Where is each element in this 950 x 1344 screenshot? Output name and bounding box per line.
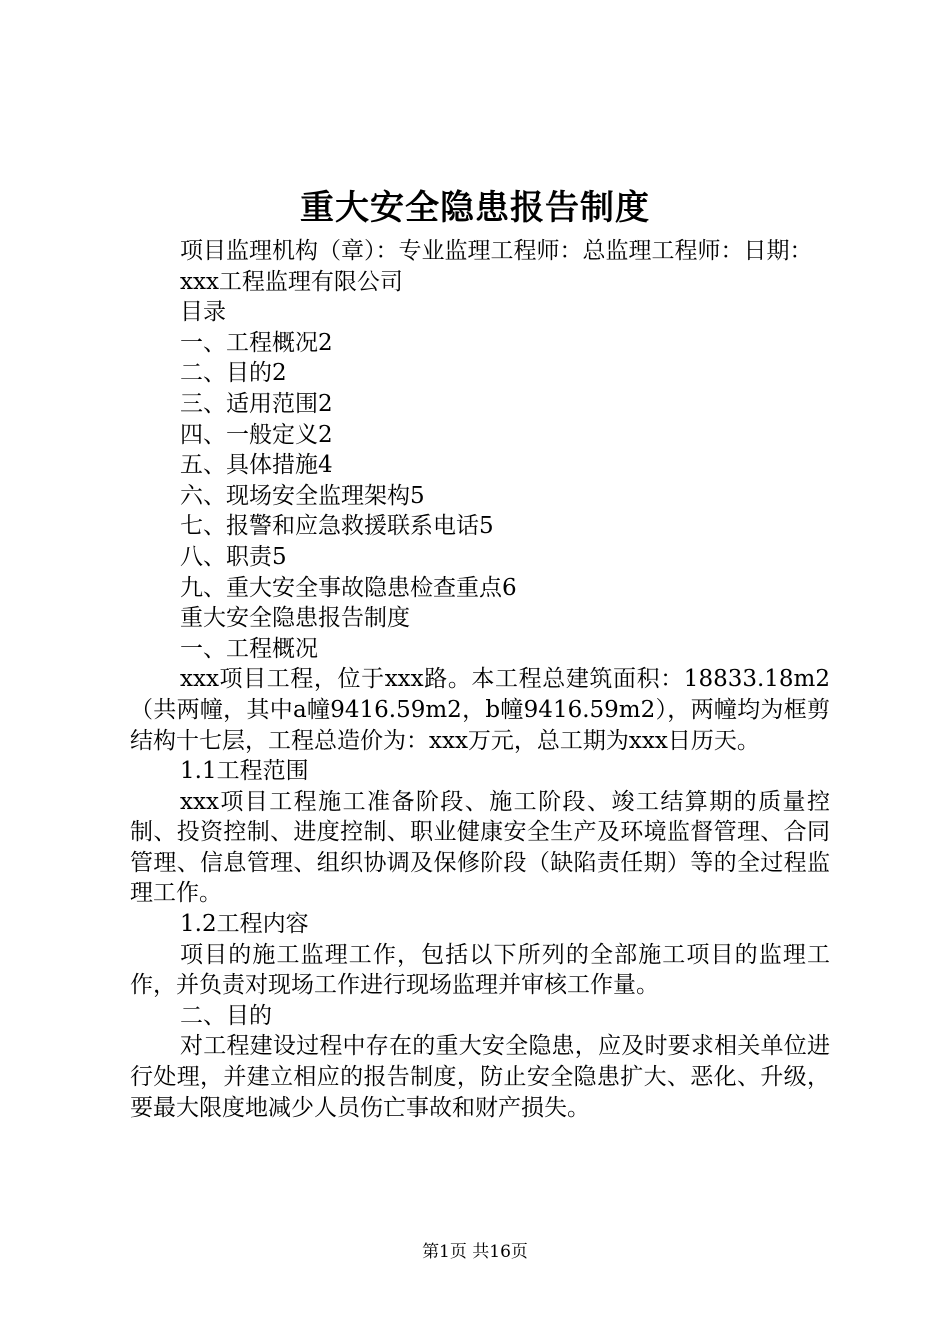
section-paragraph: xxx项目工程施工准备阶段、施工阶段、竣工结算期的质量控制、投资控制、进度控制、职业健康安全生产及环境监督管理、合同管理、信息管理、组织协调及保修阶段（缺陷责任期）等的全过程监理工作。 bbox=[130, 788, 830, 907]
toc-item: 七、报警和应急救援联系电话5 bbox=[180, 513, 494, 540]
subsection-title: 1.1工程范围 bbox=[180, 758, 309, 785]
toc-item: 六、现场安全监理架构5 bbox=[180, 482, 425, 509]
company-name: xxx工程监理有限公司 bbox=[180, 268, 403, 295]
doc-heading: 重大安全隐患报告制度 bbox=[180, 605, 410, 632]
section-paragraph: xxx项目工程，位于xxx路。本工程总建筑面积：18833.18m2（共两幢，其中a幢9416.59m2，b幢9416.59m2），两幢均为框剪结构十七层，工程总造价为：xxx万元，总工期为xxx日历天。 bbox=[130, 666, 830, 754]
toc-item: 九、重大安全事故隐患检查重点6 bbox=[180, 574, 517, 601]
header-line: 项目监理机构（章）：专业监理工程师：总监理工程师：日期： bbox=[180, 238, 813, 264]
section-title: 二、目的 bbox=[180, 1002, 272, 1029]
toc-title: 目录 bbox=[180, 299, 226, 326]
document-body bbox=[130, 236, 830, 1123]
toc-item: 五、具体措施4 bbox=[180, 452, 333, 479]
document-title: 重大安全隐患报告制度 bbox=[300, 188, 650, 228]
toc-item: 一、工程概况2 bbox=[180, 329, 333, 356]
subsection-title: 1.2工程内容 bbox=[180, 911, 309, 938]
section-title: 一、工程概况 bbox=[180, 635, 318, 662]
toc-item: 二、目的2 bbox=[180, 360, 287, 387]
toc-item: 八、职责5 bbox=[180, 543, 287, 570]
toc-item: 四、一般定义2 bbox=[180, 421, 333, 448]
toc-item: 三、适用范围2 bbox=[180, 390, 333, 417]
section-paragraph: 项目的施工监理工作，包括以下所列的全部施工项目的监理工作，并负责对现场工作进行现场监理并审核工作量。 bbox=[130, 941, 830, 999]
page-footer: 第1页 共16页 bbox=[422, 1242, 528, 1262]
section-paragraph: 对工程建设过程中存在的重大安全隐患，应及时要求相关单位进行处理，并建立相应的报告制度，防止安全隐患扩大、恶化、升级，要最大限度地减少人员伤亡事故和财产损失。 bbox=[130, 1033, 830, 1121]
